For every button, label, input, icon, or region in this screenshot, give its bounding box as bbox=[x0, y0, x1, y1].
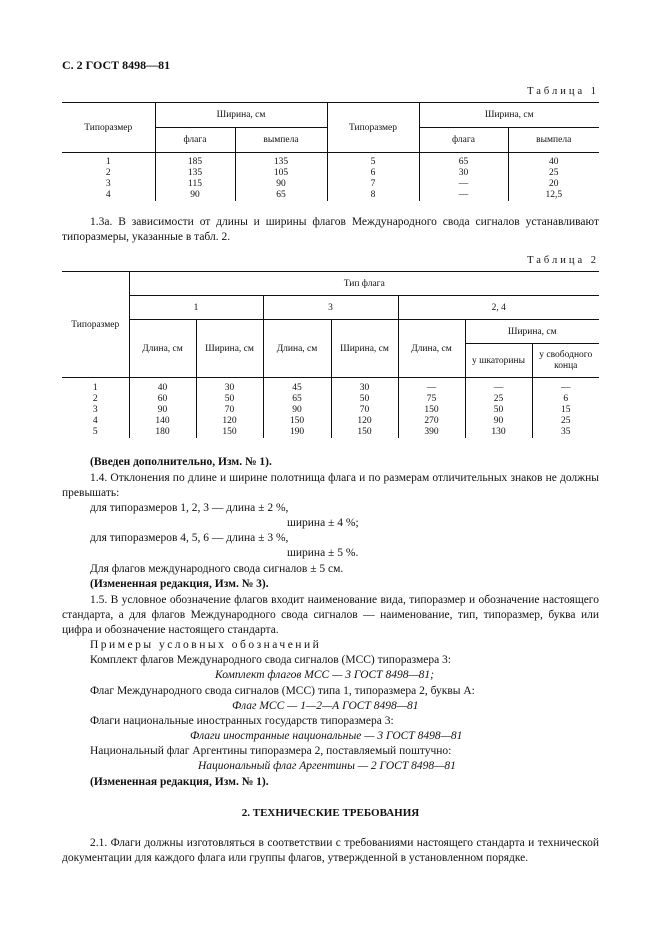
page-header: С. 2 ГОСТ 8498—81 bbox=[62, 58, 171, 72]
table-cell: 105 bbox=[273, 168, 289, 178]
paragraph-1-5: 1.5. В условное обозначение флагов входит наименование вида, типоразмер и обозначение настоящего стандарта, а для флагов Международного свода сигналов — наименование, тип, типоразмер, буква или цифра и обозначение настоящего стандарта. bbox=[62, 594, 599, 636]
table2-col-t1-width bbox=[196, 378, 263, 439]
table2-header-t24-length: Длина, см bbox=[398, 320, 465, 378]
table1-col-flag-left bbox=[155, 153, 235, 202]
table-cell: 15 bbox=[561, 405, 571, 415]
table2-col-t24-svobod bbox=[532, 378, 599, 439]
table2-header-t3-length: Длина, см bbox=[263, 320, 331, 378]
table-cell: 30 bbox=[224, 383, 235, 393]
table-cell: 25 bbox=[561, 416, 571, 426]
table2-col-t24-length bbox=[398, 378, 465, 439]
table1-header-flag-right: флага bbox=[419, 128, 508, 153]
table-cell: 25 bbox=[549, 168, 559, 178]
table-cell: 3 bbox=[92, 405, 98, 415]
table1-header-vympel-left: вымпела bbox=[235, 128, 327, 153]
table-cell: 12,5 bbox=[545, 190, 563, 200]
table-cell: 135 bbox=[273, 157, 289, 167]
table-cell: 190 bbox=[289, 427, 305, 437]
table-cell: 5 bbox=[92, 427, 98, 437]
tolerance-456-width: ширина ± 5 %. bbox=[287, 547, 359, 559]
table-cell: 30 bbox=[359, 383, 370, 393]
table1-col-flag-right bbox=[419, 153, 508, 202]
table-cell: 50 bbox=[493, 405, 504, 415]
table2-col-size bbox=[62, 378, 129, 439]
example-2: Флаг Международного свода сигналов (МСС) типа 1, типоразмера 2, буквы А: bbox=[90, 685, 475, 697]
table2-col-t3-width bbox=[331, 378, 398, 439]
table-cell: 90 bbox=[493, 416, 504, 426]
table-cell: 65 bbox=[276, 190, 286, 200]
table1-header-vympel-right: вымпела bbox=[508, 128, 599, 153]
table-cell: 30 bbox=[458, 168, 469, 178]
example-1: Комплект флагов Международного свода сигналов (МСС) типоразмера 3: bbox=[90, 654, 452, 666]
table-cell: 25 bbox=[493, 394, 504, 404]
table-cell: 150 bbox=[424, 405, 439, 415]
table-cell: 135 bbox=[187, 168, 203, 178]
table-cell: 90 bbox=[190, 190, 200, 200]
table2-col-t3-length bbox=[263, 378, 331, 439]
table-cell: 65 bbox=[292, 394, 302, 404]
table-cell: 5 bbox=[370, 157, 376, 167]
table1-header-size-right: Типоразмер bbox=[327, 103, 419, 153]
examples-title: Примеры условных обозначений bbox=[90, 639, 322, 651]
table-cell: 140 bbox=[155, 416, 170, 426]
table-cell: 50 bbox=[359, 394, 370, 404]
table-cell: 6 bbox=[370, 168, 376, 178]
example-4: Национальный флаг Аргентины типоразмера 2, поставляемый поштучно: bbox=[90, 745, 452, 757]
note-izm3: (Измененная редакция, Изм. № 3). bbox=[90, 578, 269, 590]
table-cell: — bbox=[458, 190, 469, 200]
table-cell: 35 bbox=[561, 427, 571, 437]
table-cell: 1 bbox=[105, 157, 111, 167]
table2-header-type: Тип флага bbox=[129, 272, 599, 296]
table1 bbox=[62, 102, 599, 201]
table-cell: 150 bbox=[357, 427, 372, 437]
table1-caption: Таблица 1 bbox=[527, 86, 599, 97]
tolerance-mss: Для флагов международного свода сигналов ± 5 см. bbox=[90, 563, 344, 575]
example-4-designation: Национальный флаг Аргентины — 2 ГОСТ 8498—81 bbox=[198, 760, 456, 772]
table2-header-t1-width: Ширина, см bbox=[196, 320, 263, 378]
table2-header-shkatorina: у шкаторины bbox=[465, 344, 532, 378]
table-cell: 180 bbox=[155, 427, 170, 437]
table-cell: 150 bbox=[289, 416, 305, 426]
table1-header-width-right: Ширина, см bbox=[419, 103, 599, 128]
table-cell: 270 bbox=[424, 416, 439, 426]
table-cell: 7 bbox=[370, 179, 376, 189]
table2-caption: Таблица 2 bbox=[527, 255, 599, 266]
table-cell: 50 bbox=[224, 394, 235, 404]
table-cell: 70 bbox=[224, 405, 235, 415]
table2-header-t3-width: Ширина, см bbox=[331, 320, 398, 378]
tolerance-123-width: ширина ± 4 %; bbox=[287, 517, 359, 529]
table-cell: 150 bbox=[222, 427, 237, 437]
table-cell: 20 bbox=[549, 179, 559, 189]
table2-col-t1-length bbox=[129, 378, 196, 439]
table1-col-vympel-left bbox=[235, 153, 327, 202]
table-cell: 120 bbox=[222, 416, 237, 426]
table-cell: 115 bbox=[188, 179, 202, 189]
table2 bbox=[62, 271, 599, 438]
table-cell: 65 bbox=[458, 157, 469, 167]
table-cell: 6 bbox=[563, 394, 569, 404]
paragraph-2-1: 2.1. Флаги должны изготовляться в соответствии с требованиями настоящего стандарта и технической документации для каждого флага или группы флагов, утвержденной в установленном порядке. bbox=[62, 837, 599, 864]
table2-col-t24-shkatorina bbox=[465, 378, 532, 439]
table2-header-type24: 2, 4 bbox=[398, 296, 599, 320]
table-cell: — bbox=[561, 383, 571, 393]
table-cell: 4 bbox=[92, 416, 98, 426]
note-vveden: (Введен дополнительно, Изм. № 1). bbox=[90, 456, 272, 468]
table-cell: 45 bbox=[292, 383, 302, 393]
example-1-designation: Комплект флагов МСС — 3 ГОСТ 8498—81; bbox=[215, 669, 435, 681]
table-cell: 1 bbox=[92, 383, 98, 393]
table-cell: — bbox=[493, 383, 504, 393]
table-cell: 75 bbox=[426, 394, 437, 404]
table1-col-size-right bbox=[327, 153, 419, 202]
tolerance-456-length: для типоразмеров 4, 5, 6 — длина ± 3 %, bbox=[90, 532, 289, 544]
note-izm1: (Измененная редакция, Изм. № 1). bbox=[90, 776, 269, 788]
section-2-title: 2. ТЕХНИЧЕСКИЕ ТРЕБОВАНИЯ bbox=[241, 807, 420, 819]
paragraph-1-3a: 1.3а. В зависимости от длины и ширины флагов Международного свода сигналов устанавливают типоразмеры, указанные в табл. 2. bbox=[62, 216, 599, 243]
table-cell: 90 bbox=[276, 179, 286, 189]
table1-header-width-left: Ширина, см bbox=[155, 103, 327, 128]
table-cell: 90 bbox=[292, 405, 302, 415]
table-cell: 120 bbox=[357, 416, 372, 426]
table-cell: — bbox=[426, 383, 437, 393]
table-cell: 2 bbox=[105, 168, 111, 178]
table2-header-type3: 3 bbox=[263, 296, 398, 320]
table-cell: 8 bbox=[370, 190, 376, 200]
table-cell: 2 bbox=[92, 394, 98, 404]
table2-header-svobod: у свободного конца bbox=[532, 344, 599, 378]
table1-col-size-left bbox=[62, 153, 155, 202]
table-cell: 60 bbox=[157, 394, 168, 404]
table-cell: 90 bbox=[157, 405, 168, 415]
table2-header-type1: 1 bbox=[129, 296, 263, 320]
table-cell: 3 bbox=[105, 179, 111, 189]
table-cell: 40 bbox=[549, 157, 559, 167]
table2-header-size: Типоразмер bbox=[62, 272, 129, 378]
table-cell: 4 bbox=[105, 190, 111, 200]
table-cell: 390 bbox=[424, 427, 439, 437]
table-cell: 130 bbox=[491, 427, 506, 437]
table2-header-t1-length: Длина, см bbox=[129, 320, 196, 378]
paragraph-1-4: 1.4. Отклонения по длине и ширине полотнища флага и по размерам отличительных знаков не должны превышать: bbox=[62, 472, 599, 499]
table-cell: — bbox=[458, 179, 469, 189]
table1-header-flag-left: флага bbox=[155, 128, 235, 153]
example-2-designation: Флаг МСС — 1—2—А ГОСТ 8498—81 bbox=[232, 700, 419, 712]
example-3: Флаги национальные иностранных государств типоразмера 3: bbox=[90, 715, 394, 727]
table2-header-t24-width: Ширина, см bbox=[465, 320, 599, 344]
table-cell: 40 bbox=[157, 383, 168, 393]
table-cell: 185 bbox=[187, 157, 203, 167]
tolerance-123-length: для типоразмеров 1, 2, 3 — длина ± 2 %, bbox=[90, 502, 289, 514]
example-3-designation: Флаги иностранные национальные — 3 ГОСТ 8498—81 bbox=[190, 730, 463, 742]
table1-col-vympel-right bbox=[508, 153, 599, 202]
table-cell: 70 bbox=[359, 405, 370, 415]
table1-header-size-left: Типоразмер bbox=[62, 103, 155, 153]
